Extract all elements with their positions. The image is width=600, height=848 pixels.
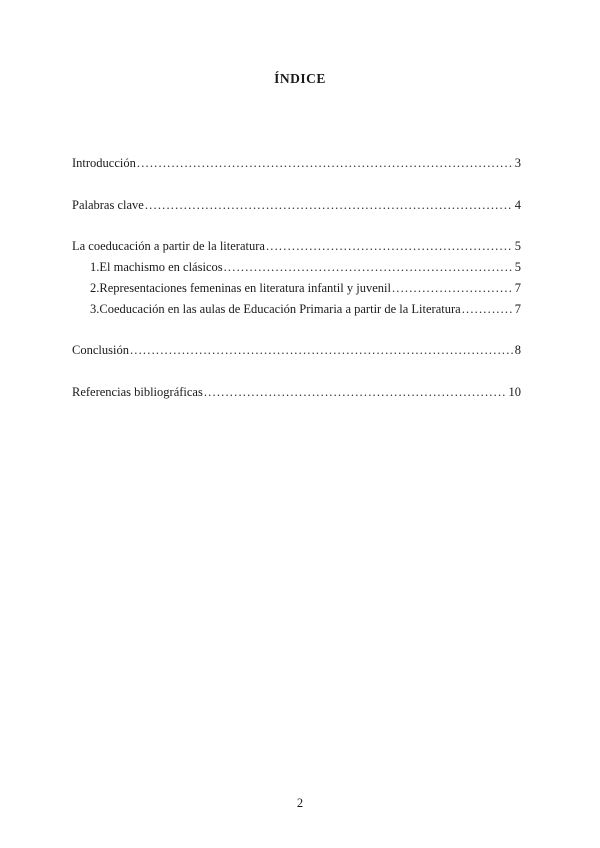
toc-subentry-machismo[interactable]: [90, 260, 521, 275]
toc-entry-label: Introducción: [72, 156, 136, 170]
toc-subentry-number: 3.: [90, 302, 100, 316]
page-number: 2: [296, 796, 304, 810]
toc-subentry-aulas[interactable]: [90, 302, 521, 317]
toc-entry-label: Representaciones femeninas en literatura infantil y juvenil: [99, 281, 391, 295]
toc-subentry-representaciones[interactable]: [90, 281, 521, 296]
toc-dot-leader: [224, 260, 513, 275]
toc-entry-referencias[interactable]: [72, 385, 521, 400]
toc-entry-page: 4: [514, 198, 521, 212]
toc-entry-page: 3: [514, 156, 521, 170]
toc-entry-page: 5: [514, 260, 521, 274]
toc-dot-leader: [266, 239, 513, 254]
toc-entry-palabras-clave[interactable]: [72, 198, 521, 213]
toc-entry-label: Coeducación en las aulas de Educación Primaria a partir de la Literatura: [99, 302, 461, 316]
toc-entry-page: 5: [514, 239, 521, 253]
toc-dot-leader: [145, 198, 513, 213]
toc-dot-leader: [130, 343, 513, 358]
toc-subentry-number: 1.: [90, 260, 100, 274]
page-title: ÍNDICE: [274, 71, 326, 86]
toc-dot-leader: [137, 156, 513, 171]
toc-entry-label: El machismo en clásicos: [99, 260, 223, 274]
toc-entry-page: 8: [514, 343, 521, 357]
toc-dot-leader: [204, 385, 507, 400]
toc-dot-leader: [462, 302, 513, 317]
toc-entry-label: Referencias bibliográficas: [72, 385, 203, 399]
toc-entry-label: Conclusión: [72, 343, 129, 357]
toc-entry-conclusion[interactable]: [72, 343, 521, 358]
toc-entry-coeducacion[interactable]: [72, 239, 521, 254]
toc-entry-page: 7: [514, 281, 521, 295]
toc-subentry-number: 2.: [90, 281, 100, 295]
toc-dot-leader: [392, 281, 513, 296]
toc-entry-label: Palabras clave: [72, 198, 144, 212]
toc-entry-introduccion[interactable]: [72, 156, 521, 171]
toc-entry-page: 10: [508, 385, 521, 399]
toc-entry-label: La coeducación a partir de la literatura: [72, 239, 265, 253]
toc-entry-page: 7: [514, 302, 521, 316]
